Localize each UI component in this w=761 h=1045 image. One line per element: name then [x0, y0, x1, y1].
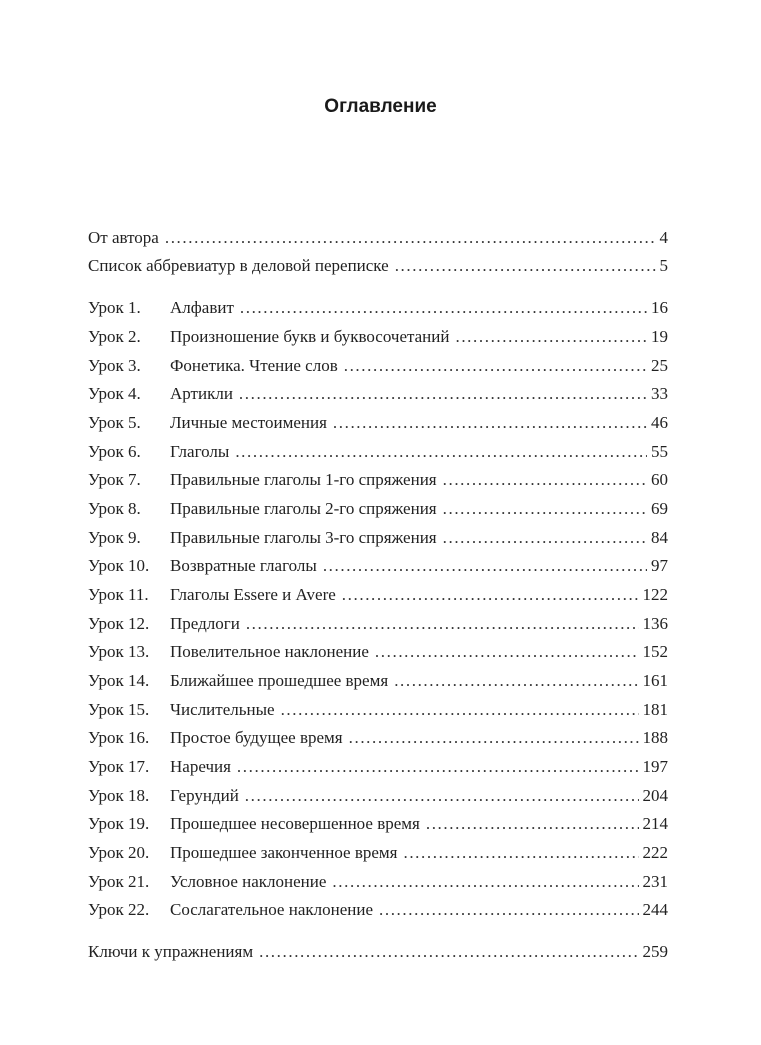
- lesson-number: Урок 5.: [88, 413, 141, 432]
- toc-entry-label: Фонетика. Чтение слов: [170, 356, 338, 375]
- toc-entry-lesson: [88, 870, 668, 894]
- dot-leader: [443, 497, 647, 521]
- toc-entry-lesson: [88, 812, 668, 836]
- dot-leader: [443, 526, 647, 550]
- toc-entry-page: 231: [642, 872, 668, 891]
- toc-entry-page: 204: [642, 786, 668, 805]
- dot-leader: [333, 411, 647, 435]
- lesson-number: Урок 4.: [88, 384, 141, 403]
- toc-entry-label: Прошедшее несовершенное время: [170, 814, 420, 833]
- lesson-number: Урок 3.: [88, 356, 141, 375]
- lesson-number: Урок 10.: [88, 556, 150, 575]
- toc-entry-lesson: [88, 898, 668, 922]
- toc-entry-label: Условное наклонение: [170, 872, 327, 891]
- dot-leader: [237, 755, 639, 779]
- dot-leader: [375, 640, 639, 664]
- toc-entry-label: Произношение букв и буквосочетаний: [170, 327, 450, 346]
- dot-leader: [455, 325, 647, 349]
- toc-entry-page: 33: [651, 384, 668, 403]
- toc-entry-label: Алфавит: [170, 298, 234, 317]
- toc-entry-front: [88, 226, 668, 250]
- toc-entry-label: Предлоги: [170, 614, 240, 633]
- toc-entry-lesson: [88, 755, 668, 779]
- lesson-number: Урок 15.: [88, 700, 150, 719]
- dot-leader: [240, 296, 647, 320]
- toc-entry-back: [88, 940, 668, 964]
- toc-entry-page: 19: [651, 327, 668, 346]
- dot-leader: [259, 940, 638, 964]
- lesson-number: Урок 16.: [88, 728, 150, 747]
- toc-entry-lesson: [88, 526, 668, 550]
- dot-leader: [426, 812, 639, 836]
- lesson-number: Урок 18.: [88, 786, 150, 805]
- toc-entry-lesson: [88, 382, 668, 406]
- dot-leader: [395, 254, 656, 278]
- toc-entry-lesson: [88, 296, 668, 320]
- toc-entry-label: Правильные глаголы 2-го спряжения: [170, 499, 437, 518]
- toc-entry-label: Ключи к упражнениям: [88, 942, 254, 961]
- toc-entry-page: 259: [642, 942, 668, 961]
- toc-entry-lesson: [88, 612, 668, 636]
- toc-entry-label: Глаголы Essere и Avere: [170, 585, 336, 604]
- dot-leader: [246, 612, 639, 636]
- toc-entry-lesson: [88, 640, 668, 664]
- lesson-number: Урок 12.: [88, 614, 150, 633]
- lesson-number: Урок 6.: [88, 442, 141, 461]
- toc-entry-label: Ближайшее прошедшее время: [170, 671, 389, 690]
- lesson-number: Урок 20.: [88, 843, 150, 862]
- dot-leader: [403, 841, 638, 865]
- toc-entry-lesson: [88, 497, 668, 521]
- toc-entry-lesson: [88, 440, 668, 464]
- toc-entry-label: Список аббревиатур в деловой переписке: [88, 256, 389, 275]
- toc-entry-page: 97: [651, 556, 668, 575]
- toc-entry-front: [88, 254, 668, 278]
- toc-entry-page: 55: [651, 442, 668, 461]
- toc-entry-page: 197: [642, 757, 668, 776]
- toc-entry-label: Артикли: [170, 384, 233, 403]
- page-title: Оглавление: [324, 96, 437, 117]
- dot-leader: [344, 354, 647, 378]
- toc-entry-lesson: [88, 354, 668, 378]
- dot-leader: [443, 468, 647, 492]
- toc-entry-page: 60: [651, 470, 668, 489]
- toc-entry-lesson: [88, 784, 668, 808]
- toc-entry-lesson: [88, 698, 668, 722]
- toc-entry-lesson: [88, 583, 668, 607]
- lesson-number: Урок 22.: [88, 900, 150, 919]
- dot-leader: [379, 898, 639, 922]
- toc-entry-page: 181: [642, 700, 668, 719]
- toc-entry-page: 188: [642, 728, 668, 747]
- toc-entry-page: 4: [659, 228, 668, 247]
- lesson-number: Урок 8.: [88, 499, 141, 518]
- toc-entry-label: Глаголы: [170, 442, 230, 461]
- toc-entry-lesson: [88, 411, 668, 435]
- toc-entry-page: 5: [659, 256, 668, 275]
- toc-entry-page: 214: [642, 814, 668, 833]
- lesson-number: Урок 9.: [88, 528, 141, 547]
- toc-entry-page: 16: [651, 298, 668, 317]
- toc-entry-lesson: [88, 468, 668, 492]
- toc-entry-page: 222: [642, 843, 668, 862]
- lesson-number: Урок 21.: [88, 872, 150, 891]
- lesson-number: Урок 13.: [88, 642, 150, 661]
- dot-leader: [342, 583, 639, 607]
- lesson-number: Урок 17.: [88, 757, 150, 776]
- toc-entry-label: Герундий: [170, 786, 239, 805]
- toc-entry-label: Простое будущее время: [170, 728, 343, 747]
- toc-entry-label: Сослагательное наклонение: [170, 900, 373, 919]
- dot-leader: [239, 382, 647, 406]
- toc-entry-page: 244: [642, 900, 668, 919]
- toc-entry-page: 84: [651, 528, 668, 547]
- toc-entry-label: Правильные глаголы 3-го спряжения: [170, 528, 437, 547]
- toc-entry-label: От автора: [88, 228, 159, 247]
- dot-leader: [349, 726, 639, 750]
- toc-entry-label: Правильные глаголы 1-го спряжения: [170, 470, 437, 489]
- toc-entry-label: Числительные: [170, 700, 275, 719]
- toc-entry-lesson: [88, 726, 668, 750]
- lesson-number: Урок 19.: [88, 814, 150, 833]
- toc-entry-label: Возвратные глаголы: [170, 556, 317, 575]
- toc-entry-page: 136: [642, 614, 668, 633]
- lesson-number: Урок 1.: [88, 298, 141, 317]
- dot-leader: [235, 440, 647, 464]
- toc-entry-page: 152: [642, 642, 668, 661]
- dot-leader: [394, 669, 638, 693]
- toc-entry-page: 46: [651, 413, 668, 432]
- lesson-number: Урок 2.: [88, 327, 141, 346]
- lesson-number: Урок 7.: [88, 470, 141, 489]
- lesson-number: Урок 11.: [88, 585, 149, 604]
- toc-entry-lesson: [88, 669, 668, 693]
- toc-entry-label: Личные местоимения: [170, 413, 327, 432]
- toc-entry-page: 25: [651, 356, 668, 375]
- toc-entry-page: 69: [651, 499, 668, 518]
- dot-leader: [332, 870, 638, 894]
- dot-leader: [165, 226, 656, 250]
- toc-entry-page: 161: [642, 671, 668, 690]
- toc-entry-label: Прошедшее законченное время: [170, 843, 398, 862]
- toc-entry-lesson: [88, 325, 668, 349]
- toc-entry-lesson: [88, 554, 668, 578]
- dot-leader: [323, 554, 647, 578]
- toc-entry-label: Повелительное наклонение: [170, 642, 369, 661]
- toc-entry-label: Наречия: [170, 757, 231, 776]
- toc-entry-lesson: [88, 841, 668, 865]
- toc-entry-page: 122: [642, 585, 668, 604]
- dot-leader: [281, 698, 639, 722]
- dot-leader: [245, 784, 639, 808]
- lesson-number: Урок 14.: [88, 671, 150, 690]
